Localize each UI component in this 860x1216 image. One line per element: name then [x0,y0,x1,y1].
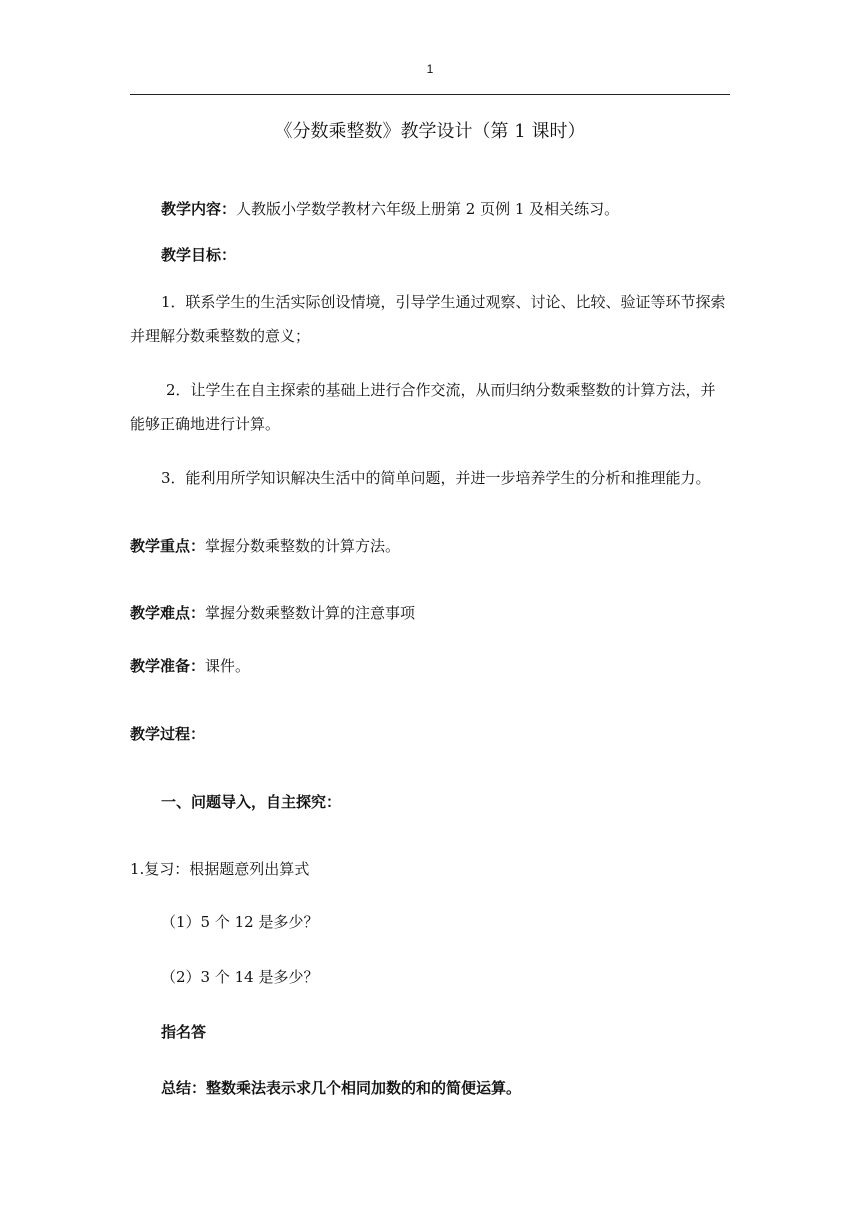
difficulty-label: 教学难点： [130,604,206,622]
answer-line: 指名答 [161,1023,207,1041]
objective-item-2: 2．让学生在自主探索的基础上进行合作交流，从而归纳分数乘整数的计算方法，并能够正确地进行计算。 [130,381,716,433]
objective-item-3: 3．能利用所学知识解决生活中的简单问题，并进一步培养学生的分析和推理能力。 [161,469,711,487]
content-text: 人教版小学数学教材六年级上册第 2 页例 1 及相关练习。 [236,200,620,218]
preparation-paragraph [130,649,250,683]
key-point-paragraph [130,529,400,563]
document-title: 《分数乘整数》教学设计（第 1 课时） [274,121,586,142]
content-paragraph [161,192,619,226]
key-point-label: 教学重点： [130,537,206,555]
process-label: 教学过程： [130,725,206,743]
preparation-label: 教学准备： [130,657,206,675]
review-line: 1.复习：根据题意列出算式 [130,860,310,878]
question-1: （1）5 个 12 是多少？ [161,913,319,931]
section-heading: 一、问题导入，自主探究： [161,793,342,811]
objective-item-1: 1．联系学生的生活实际创设情境，引导学生通过观察、讨论、比较、验证等环节探索并理解分数乘整数的意义； [130,293,726,345]
header-rule [130,94,730,95]
objectives-label: 教学目标： [161,246,237,264]
difficulty-paragraph [130,596,415,630]
difficulty-text: 掌握分数乘整数计算的注意事项 [205,604,416,622]
key-point-text: 掌握分数乘整数的计算方法。 [205,537,401,555]
question-2: （2）3 个 14 是多少？ [161,968,319,986]
content-label: 教学内容： [161,200,237,218]
preparation-text: 课件。 [205,657,251,675]
summary-line: 总结：整数乘法表示求几个相同加数的和的简便运算。 [161,1079,522,1097]
page-number: 1 [426,62,434,76]
